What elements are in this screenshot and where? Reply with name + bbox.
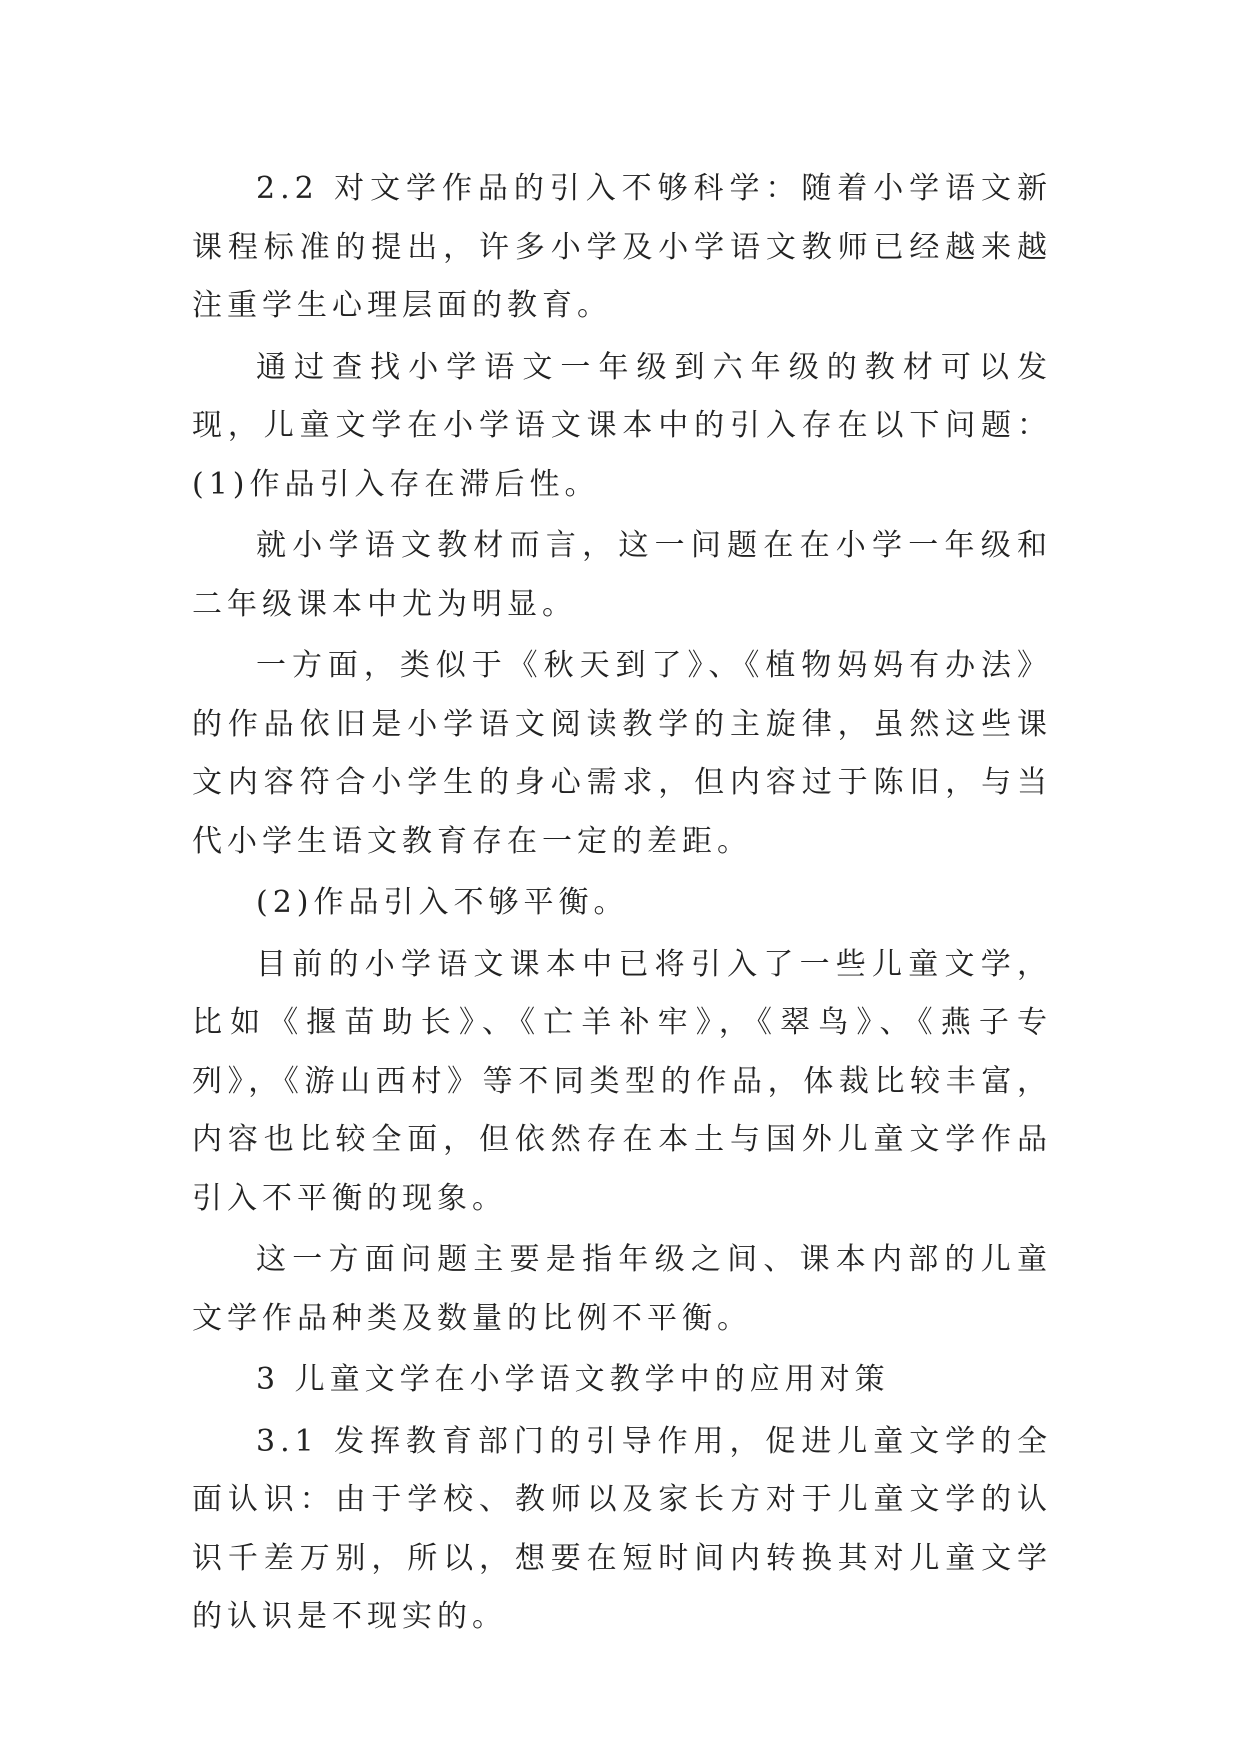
paragraph-textbook-problems: 通过查找小学语文一年级到六年级的教材可以发现，儿童文学在小学语文课本中的引入存在以下问题：(1)作品引入存在滞后性。 (192, 349, 1052, 502)
paragraph-imbalance-examples: 目前的小学语文课本中已将引入了一些儿童文学，比如《揠苗助长》、《亡羊补牢》，《翠鸟》、《燕子专列》，《游山西村》等不同类型的作品，体裁比较丰富，内容也比较全面，但依然存在本土与国外儿童文学作品引入不平衡的现象。 (192, 946, 1052, 1216)
paragraph-grade-ratio: 这一方面问题主要是指年级之间、课本内部的儿童文学作品种类及数量的比例不平衡。 (192, 1242, 1052, 1336)
paragraph-grade-one-two: 就小学语文教材而言，这一问题在在小学一年级和二年级课本中尤为明显。 (192, 528, 1052, 622)
paragraph-outdated-works: 一方面，类似于《秋天到了》、《植物妈妈有办法》的作品依旧是小学语文阅读教学的主旋律，虽然这些课文内容符合小学生的身心需求，但内容过于陈旧，与当代小学生语文教育存在一定的差距。 (192, 648, 1052, 859)
paragraph-imbalance-heading: (2)作品引入不够平衡。 (256, 885, 629, 920)
document-body (192, 160, 1052, 1650)
paragraph-section-3-1: 3.1 发挥教育部门的引导作用，促进儿童文学的全面认识：由于学校、教师以及家长方对于儿童文学的认识千差万别，所以，想要在短时间内转换其对儿童文学的认识是不现实的。 (192, 1423, 1052, 1634)
section-heading-3: 3 儿童文学在小学语文教学中的应用对策 (256, 1362, 890, 1397)
paragraph-section-2-2: 2.2 对文学作品的引入不够科学：随着小学语文新课程标准的提出，许多小学及小学语文教师已经越来越注重学生心理层面的教育。 (192, 171, 1052, 323)
